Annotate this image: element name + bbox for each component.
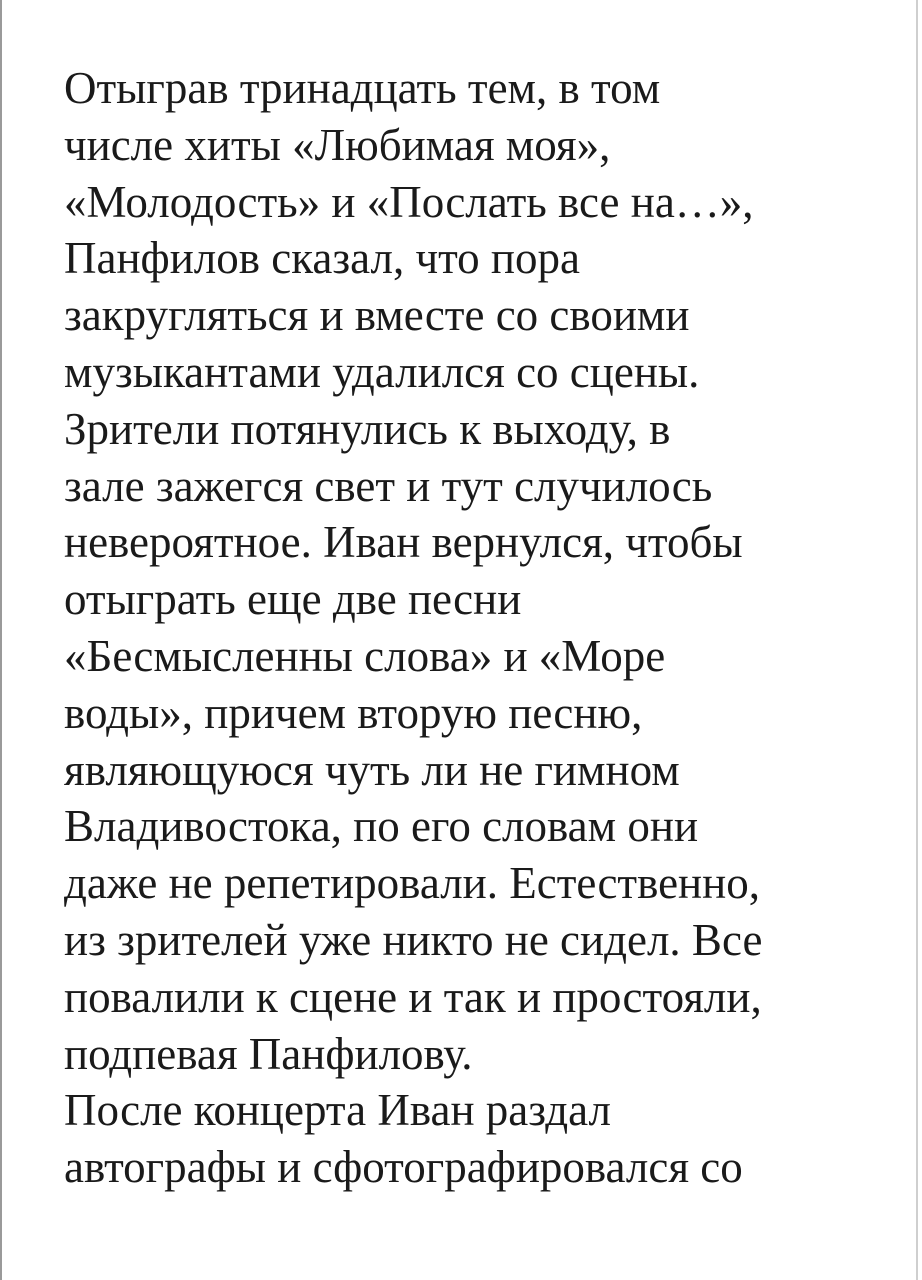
text-line: зале зажегся свет и тут случилось [64, 460, 713, 511]
text-line: числе хиты «Любимая моя», [64, 119, 611, 170]
text-line: Панфилов сказал, что пора [64, 233, 580, 284]
paragraph-1 [64, 60, 884, 1082]
text-line: из зрителей уже никто не сидел. Все [64, 914, 763, 965]
text-line: повалили к сцене и так и простояли, [64, 971, 762, 1022]
text-line: подпевая Панфилову. [64, 1028, 473, 1079]
text-line: невероятное. Иван вернулся, чтобы [64, 517, 743, 568]
text-line: музыкантами удалился со сцены. [64, 346, 700, 397]
text-line: Владивостока, по его словам они [64, 801, 699, 852]
paragraph-2 [64, 1082, 884, 1196]
article-text [64, 60, 884, 1196]
text-line: «Молодость» и «Послать все на…», [64, 176, 754, 227]
text-line: даже не репетировали. Естественно, [64, 858, 760, 909]
text-line: отыграть еще две песни [64, 574, 522, 625]
text-line: закругляться и вместе со своими [64, 290, 690, 341]
text-line: являющуюся чуть ли не гимном [64, 744, 680, 795]
text-line: После концерта Иван раздал [64, 1085, 611, 1136]
text-line: автографы и сфотографировался со [64, 1142, 743, 1193]
text-line: Отыграв тринадцать тем, в том [64, 63, 661, 113]
text-line: воды», причем вторую песню, [64, 687, 643, 738]
text-line: Зрители потянулись к выходу, в [64, 403, 671, 454]
text-line: «Бесмысленны слова» и «Море [64, 630, 666, 681]
